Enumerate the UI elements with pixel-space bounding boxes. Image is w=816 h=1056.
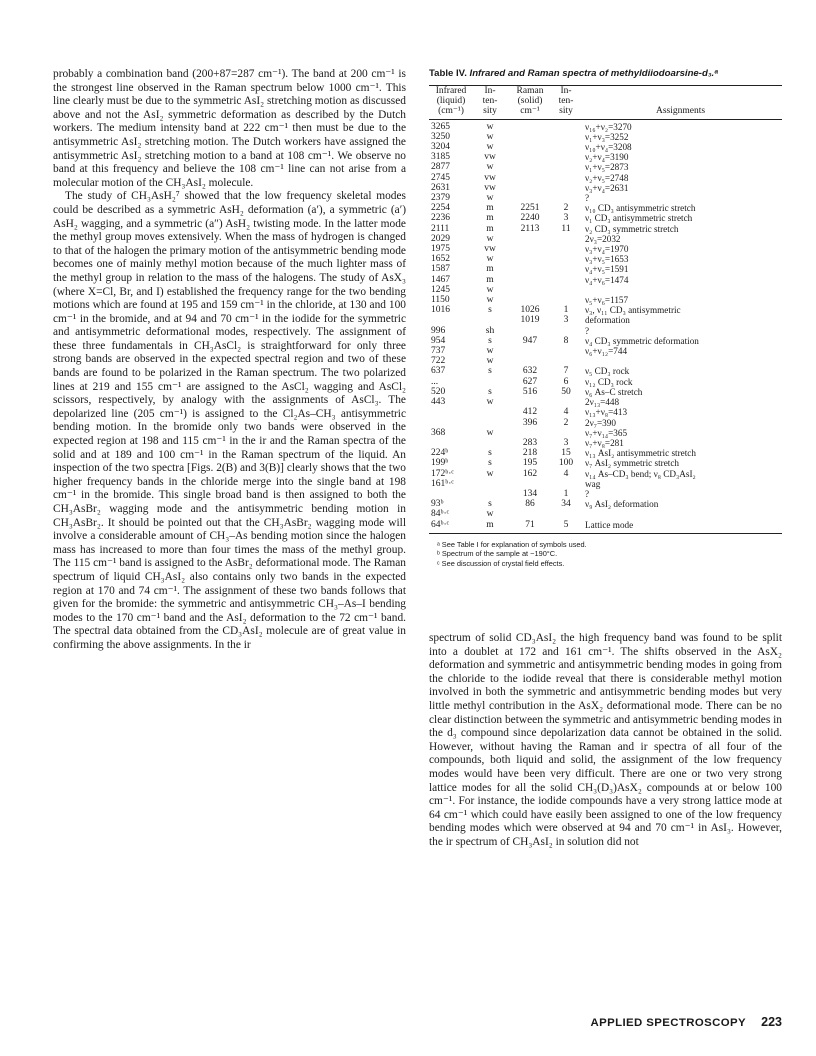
raman-intensity-cell [553, 295, 579, 305]
assignment-cell: ν₃, ν₁₁ CD₃ antisymmetric [585, 305, 681, 316]
raman-intensity-cell: 5 [553, 520, 579, 534]
assignment-cell: ν₁₂ CD₃ rock [585, 376, 633, 387]
raman-frequency-cell: 86 [525, 499, 535, 510]
table-row [429, 336, 782, 346]
table-row [429, 438, 782, 448]
assignment-cell: ? [585, 488, 590, 499]
table-row [429, 377, 782, 387]
raman-intensity-cell: 1 [563, 305, 569, 316]
raman-intensity-cell [553, 285, 579, 295]
raman-frequency-cell [507, 509, 553, 519]
assignment-cell: ν₁₀+ν₄=3208 [585, 142, 632, 153]
raman-frequency-cell: 516 [522, 386, 538, 397]
table-row [429, 285, 782, 295]
raman-intensity-cell [553, 162, 579, 172]
table-row [429, 254, 782, 264]
assignment-cell: ν₄+ν₆=1474 [585, 274, 629, 285]
raman-intensity-cell: 8 [563, 335, 569, 346]
ir-frequency-cell: 2877 [431, 162, 450, 173]
ir-frequency-cell: 224ᵇ [431, 448, 449, 459]
table-row [429, 142, 782, 152]
raman-frequency-cell: 71 [507, 520, 553, 534]
assignment-cell: ν₆+ν₁₂=744 [585, 346, 628, 357]
ir-intensity-cell: w [486, 162, 494, 173]
ir-intensity-cell [473, 377, 507, 387]
ir-intensity-cell: s [488, 458, 492, 469]
ir-frequency-cell: 3185 [431, 152, 450, 163]
assignment-cell: deformation [585, 315, 630, 326]
raman-frequency-cell [507, 254, 553, 264]
raman-frequency-cell [507, 346, 553, 356]
assignment-cell: 2ν₇=390 [585, 417, 616, 428]
assignment-cell: ν₁₀ CD₃ antisymmetric stretch [585, 203, 696, 214]
assignment-cell: ν₂+ν₅=2748 [585, 172, 629, 183]
header-raman: Raman (solid) cm⁻¹ [507, 86, 553, 120]
assignment-cell: Lattice mode [579, 520, 782, 534]
raman-intensity-cell [553, 152, 579, 162]
ir-frequency-cell: 2111 [431, 223, 450, 234]
raman-intensity-cell [553, 142, 579, 152]
assignment-cell: ν₁ CD₃ antisymmetric stretch [585, 213, 693, 224]
raman-frequency-cell: 195 [522, 458, 538, 469]
assignment-cell: ν₁+ν₃=3252 [585, 131, 629, 142]
raman-frequency-cell [507, 244, 553, 254]
raman-intensity-cell: 4 [563, 407, 569, 418]
raman-frequency-cell [507, 173, 553, 183]
ir-frequency-cell: 1587 [431, 264, 450, 275]
ir-intensity-cell [473, 479, 507, 489]
raman-frequency-cell [507, 428, 553, 438]
header-infrared: Infrared (liquid) (cm⁻¹) [429, 86, 473, 120]
raman-frequency-cell: 2113 [520, 223, 540, 234]
raman-intensity-cell: 3 [563, 315, 569, 326]
ir-intensity-cell [473, 407, 507, 417]
raman-intensity-cell: 2 [563, 203, 569, 214]
table-row [429, 520, 782, 534]
raman-intensity-cell [553, 119, 579, 132]
ir-intensity-cell [473, 315, 507, 325]
assignment-cell: ν₁₄ As–CD₃ bend; ν₈ CD₃AsI₂ [585, 468, 696, 479]
ir-intensity-cell: w [486, 142, 494, 153]
ir-intensity-cell: s [488, 335, 492, 346]
raman-frequency-cell: 412 [522, 407, 538, 418]
table-header-row [429, 86, 782, 120]
raman-intensity-cell: 7 [563, 366, 569, 377]
raman-intensity-cell: 50 [561, 386, 571, 397]
assignment-cell: ? [585, 193, 590, 204]
assignment-cell: wag [585, 478, 601, 489]
assignment-cell: ν₄+ν₅=1591 [585, 264, 629, 275]
ir-intensity-cell [473, 418, 507, 428]
assignment-cell: ν₁+ν₅=2873 [585, 162, 629, 173]
table-footnotes [429, 540, 782, 569]
raman-intensity-cell [553, 173, 579, 183]
page-number: 223 [761, 1015, 782, 1029]
table-row [429, 162, 782, 172]
ir-frequency-cell: 199ᵇ [431, 458, 449, 469]
raman-frequency-cell [507, 142, 553, 152]
table-footnote: ᵇ Spectrum of the sample at −190°C. [437, 549, 558, 559]
ir-intensity-cell [473, 438, 507, 448]
table-row [429, 397, 782, 407]
ir-frequency-cell [429, 438, 473, 448]
raman-intensity-cell [553, 183, 579, 193]
ir-intensity-cell: w [486, 233, 494, 244]
ir-frequency-cell: 520 [431, 386, 446, 397]
raman-frequency-cell [507, 132, 553, 142]
raman-frequency-cell [507, 193, 553, 203]
assignment-cell: ν₅+ν₆=1157 [585, 295, 629, 306]
assignment-cell: ν₇ AsI₂ symmetric stretch [585, 458, 679, 469]
ir-frequency-cell: 996 [431, 325, 446, 336]
assignment-cell: ν₇+ν₈=281 [585, 437, 624, 448]
raman-frequency-cell [507, 326, 553, 336]
table-row [429, 152, 782, 162]
ir-frequency-cell: 3265 [431, 121, 450, 132]
assignment-cell: 2ν₃=2032 [585, 233, 621, 244]
ir-intensity-cell: w [486, 509, 494, 520]
ir-frequency-cell: 2029 [431, 233, 450, 244]
raman-intensity-cell: 3 [563, 437, 569, 448]
ir-frequency-cell: 1150 [431, 295, 450, 306]
left-text-column [53, 68, 406, 653]
table-footnote: ᵃ See Table I for explanation of symbols used. [437, 539, 587, 549]
table-row [429, 264, 782, 274]
ir-frequency-cell: 172ᵇ·ᶜ [431, 468, 454, 479]
raman-intensity-cell [553, 346, 579, 356]
table-row [429, 173, 782, 183]
ir-intensity-cell: w [486, 254, 494, 265]
raman-frequency-cell [507, 479, 553, 489]
raman-intensity-cell: 100 [558, 458, 574, 469]
ir-intensity-cell [473, 489, 507, 499]
ir-frequency-cell [429, 315, 473, 325]
assignment-cell: ν₂ CD₃ symmetric stretch [585, 223, 679, 234]
ir-intensity-cell: m [486, 274, 494, 285]
table-row [429, 224, 782, 234]
journal-name: APPLIED SPECTROSCOPY [590, 1017, 746, 1029]
ir-frequency-cell: 1975 [431, 244, 450, 255]
ir-intensity-cell: w [486, 427, 494, 438]
table-row [429, 203, 782, 213]
ir-intensity-cell: w [486, 284, 494, 295]
table-row [429, 213, 782, 223]
ir-intensity-cell: w [486, 397, 494, 408]
assignment-cell [579, 285, 782, 295]
raman-intensity-cell [553, 509, 579, 519]
ir-intensity-cell: w [486, 121, 494, 132]
table-row [429, 326, 782, 336]
ir-frequency-cell [429, 489, 473, 499]
ir-intensity-cell: s [488, 366, 492, 377]
raman-intensity-cell [553, 356, 579, 366]
raman-frequency-cell: 2240 [520, 213, 540, 224]
ir-intensity-cell: s [488, 305, 492, 316]
ir-intensity-cell: m [486, 213, 494, 224]
raman-frequency-cell: 2251 [520, 203, 540, 214]
assignment-cell: ? [585, 325, 590, 336]
table-row [429, 499, 782, 509]
ir-intensity-cell: s [488, 499, 492, 510]
header-assignments: Assignments [579, 86, 782, 120]
raman-frequency-cell [507, 295, 553, 305]
raman-frequency-cell [507, 397, 553, 407]
assignment-cell: ν₅ CD₃ rock [585, 366, 630, 377]
raman-intensity-cell: 3 [563, 213, 569, 224]
table-title: Infrared and Raman spectra of methyldiiodoarsine-d₃.ᵃ [469, 68, 718, 79]
ir-intensity-cell: w [486, 295, 494, 306]
ir-frequency-cell: 2745 [431, 172, 450, 183]
table-row [429, 275, 782, 285]
left-paragraph: probably a combination band (200+87=287 cm⁻¹). The band at 200 cm⁻¹ is the strongest line observed in the Raman spectrum below 1000 cm⁻¹. This line clearly must be due to the symmetric AsI₂ stretching motion as discussed above and not the AsI₂ symmetric deformation as described by the Dutch workers. The medium intensity band at 222 cm⁻¹ then must be due to the antisymmetric AsI₂ stretching motion. The Dutch workers have assigned the antisymmetric AsI₂ stretching motion to a band at 108 cm⁻¹. We observe no band at this frequency and believe the 108 cm⁻¹ line can not arise from a molecular motion of the CH₃AsI₂ molecule. [53, 68, 406, 189]
ir-intensity-cell: w [486, 346, 494, 357]
table-row [429, 346, 782, 356]
table-caption [429, 68, 782, 79]
ir-frequency-cell: 1652 [431, 254, 450, 265]
ir-frequency-cell: 2236 [431, 213, 450, 224]
ir-intensity-cell: m [473, 520, 507, 534]
ir-intensity-cell: w [486, 193, 494, 204]
ir-intensity-cell: w [486, 356, 494, 367]
ir-intensity-cell: sh [485, 325, 495, 336]
assignment-cell: ν₁₃+ν₈=413 [585, 407, 628, 418]
ir-intensity-cell: s [488, 448, 492, 459]
table-row [429, 244, 782, 254]
raman-frequency-cell: 134 [522, 488, 538, 499]
assignment-cell: ν₃+ν₄=2631 [585, 182, 629, 193]
ir-frequency-cell: 1245 [431, 284, 450, 295]
assignment-cell: ν₁₃ AsI₂ antisymmetric stretch [585, 448, 696, 459]
table-row [429, 418, 782, 428]
assignment-cell: ν₉ AsI₂ deformation [585, 499, 659, 510]
ir-intensity-cell: w [486, 468, 494, 479]
ir-frequency-cell: 2631 [431, 182, 450, 193]
raman-frequency-cell: 1019 [520, 315, 540, 326]
raman-intensity-cell: 34 [561, 499, 571, 510]
table-row [429, 193, 782, 203]
raman-intensity-cell [553, 275, 579, 285]
assignment-cell: ν₄ CD₃ symmetric deformation [585, 335, 699, 346]
raman-frequency-cell: 162 [522, 468, 538, 479]
ir-frequency-cell: 954 [431, 335, 446, 346]
ir-frequency-cell: 84ᵇ·ᶜ [431, 509, 450, 520]
raman-intensity-cell: 1 [563, 488, 569, 499]
table-row [429, 469, 782, 479]
raman-frequency-cell: 396 [522, 417, 538, 428]
table-row [429, 458, 782, 468]
raman-frequency-cell [507, 234, 553, 244]
ir-intensity-cell: vw [484, 182, 496, 193]
raman-frequency-cell [507, 285, 553, 295]
ir-frequency-cell: 64ᵇ·ᶜ [429, 520, 473, 534]
ir-frequency-cell: 93ᵇ [431, 499, 444, 510]
ir-frequency-cell: 368 [431, 427, 446, 438]
table-footnote: ᶜ See discussion of crystal field effects. [437, 558, 565, 568]
table-row [429, 407, 782, 417]
raman-frequency-cell [507, 356, 553, 366]
raman-frequency-cell [507, 162, 553, 172]
raman-intensity-cell [553, 264, 579, 274]
raman-frequency-cell [507, 264, 553, 274]
table-label: Table IV. [429, 68, 467, 79]
ir-frequency-cell [429, 407, 473, 417]
table-row [429, 305, 782, 315]
spectra-table [429, 85, 782, 534]
table-row [429, 366, 782, 376]
header-raman-intensity: In- ten- sity [553, 86, 579, 120]
raman-frequency-cell: 283 [522, 437, 538, 448]
ir-frequency-cell: 3204 [431, 142, 450, 153]
assignment-cell [579, 356, 782, 366]
table-row [429, 448, 782, 458]
raman-intensity-cell [553, 193, 579, 203]
right-text-column [429, 632, 782, 850]
ir-intensity-cell: w [486, 131, 494, 142]
ir-frequency-cell: 3250 [431, 131, 450, 142]
ir-intensity-cell: m [486, 203, 494, 214]
table-iv [429, 68, 782, 569]
raman-intensity-cell [553, 326, 579, 336]
table-row [429, 119, 782, 132]
ir-frequency-cell: 737 [431, 346, 446, 357]
ir-intensity-cell: m [486, 264, 494, 275]
assignment-cell: ν₆ As–C stretch [585, 386, 643, 397]
table-row [429, 509, 782, 519]
table-row [429, 428, 782, 438]
raman-frequency-cell [507, 183, 553, 193]
ir-frequency-cell: 722 [431, 356, 446, 367]
assignment-cell: ν₂+ν₄=3190 [585, 152, 629, 163]
right-paragraph: spectrum of solid CD₃AsI₂ the high frequency band was found to be split into a doublet at 172 and 161 cm⁻¹. The shifts observed in the AsX₂ deformation and symmetric and antisymmetric bending modes in going from the chloride to the iodide reveal that there is considerable methyl motion involved in both the symmetric and antisymmetric bending modes but very little methyl contribution in the AsX₂ deformational mode. There can be no clear distinction between the symmetric and antisymmetric bending modes in the d₃ compound since depolarization data cannot be obtained in the solid. However, without having the Raman and ir spectra of all four of the compounds, both liquid and solid, the assignment of the low frequency modes would have been very difficult. There are one or two very strong lattice modes for all the solid CH₃(D₃)AsX₂ compounds at or below 100 cm⁻¹. For instance, the iodide compounds have a very strong lattice mode at 64 cm⁻¹ which could have easily been assigned to one of the low frequency bending modes which were observed at 94 and 70 cm⁻¹ in AsI₃. However, the ir spectrum of CH₃AsI₂ in solution did not [429, 632, 782, 848]
raman-intensity-cell: 2 [563, 417, 569, 428]
assignment-cell: ν₇+ν₁₄=365 [585, 427, 628, 438]
raman-frequency-cell [507, 119, 553, 132]
raman-frequency-cell: 1026 [520, 305, 540, 316]
raman-frequency-cell: 218 [522, 448, 538, 459]
table-row [429, 132, 782, 142]
ir-frequency-cell: 2379 [431, 193, 450, 204]
table-row [429, 356, 782, 366]
raman-intensity-cell: 11 [561, 223, 571, 234]
ir-intensity-cell: vw [484, 244, 496, 255]
raman-intensity-cell [553, 254, 579, 264]
ir-frequency-cell: 1016 [431, 305, 450, 316]
page-footer [590, 1015, 782, 1029]
raman-intensity-cell: 4 [563, 468, 569, 479]
raman-frequency-cell [507, 152, 553, 162]
ir-intensity-cell: s [488, 386, 492, 397]
raman-frequency-cell: 632 [522, 366, 538, 377]
ir-frequency-cell: 1467 [431, 274, 450, 285]
table-row [429, 489, 782, 499]
ir-frequency-cell: ... [431, 376, 439, 387]
assignment-cell [579, 509, 782, 519]
assignment-cell: ν₃+ν₅=1653 [585, 254, 629, 265]
raman-intensity-cell: 15 [561, 448, 571, 459]
ir-frequency-cell: 443 [431, 397, 446, 408]
raman-intensity-cell [553, 244, 579, 254]
raman-frequency-cell: 947 [522, 335, 538, 346]
table-row [429, 315, 782, 325]
assignment-cell: 2ν₁₃=448 [585, 397, 620, 408]
ir-frequency-cell: 161ᵇ·ᶜ [431, 478, 454, 489]
raman-intensity-cell [553, 397, 579, 407]
ir-frequency-cell: 2254 [431, 203, 450, 214]
ir-intensity-cell: m [486, 223, 494, 234]
table-row [429, 295, 782, 305]
raman-intensity-cell: 6 [563, 376, 569, 387]
assignment-cell: ν₃+ν₄=1970 [585, 244, 629, 255]
raman-intensity-cell [553, 479, 579, 489]
table-row [429, 387, 782, 397]
raman-frequency-cell: 627 [522, 376, 538, 387]
header-ir-intensity: In- ten- sity [473, 86, 507, 120]
table-row [429, 234, 782, 244]
table-row [429, 183, 782, 193]
ir-intensity-cell: vw [484, 172, 496, 183]
table-body [429, 119, 782, 533]
ir-frequency-cell: 637 [431, 366, 446, 377]
raman-intensity-cell [553, 428, 579, 438]
raman-frequency-cell [507, 275, 553, 285]
raman-intensity-cell [553, 132, 579, 142]
ir-frequency-cell [429, 418, 473, 428]
ir-intensity-cell: vw [484, 152, 496, 163]
left-paragraph: The study of CH₃AsH₂⁷ showed that the low frequency skeletal modes could be described as a symmetric AsH₂ deformation (a′), a symmetric (a′) AsH₂ wagging, and a symmetric (a″) AsH₂ twisting mode. In the latter mode the methyl group moves extensively. When the mass of hydrogen is changed to that of the halogen the primary motion of the antisymmetric bending mode becomes one of mainly methyl motion because of the much lighter mass of the methyl group in relation to the mass of the halogens. The study of AsX₃ (where X=Cl, Br, and I) established the frequency range for the two bending motions which are found at 195 and 159 cm⁻¹ in the chloride, at 130 and 100 cm⁻¹ in the bromide, and at 94 and 70 cm⁻¹ in the iodide for the symmetric and antisymmetric deformational modes, respectively. The assignment of these three fundamentals in CH₃AsCl₂ is straightforward for only three strong bands are observed in the expected spectral region and two of these bands are found to be polarized in the Raman spectrum. The two polarized lines at 219 and 155 cm⁻¹ are assigned to the AsCl₂ wagging and AsCl₂ scissors, respectively, by analogy with the assignments of AsCl₃. The depolarized line (205 cm⁻¹) is assigned to the Cl₂As–CH₃ antisymmetric bending motion. In the bromide only two bands were observed in the expected region at 198 and 115 cm⁻¹ in the ir and the Raman spectra of the solid and at 189 and 100 cm⁻¹ in the Raman spectrum of the liquid. An inspection of the two spectra [Figs. 2(B) and 3(B)] clearly shows that the two higher frequency bands in the chloride merge into the single band at 198 cm⁻¹ in the bromide. This single broad band is then assigned to both the CH₃AsBr₂ wagging mode and the antisymmetric bending motion in CH₃AsBr₂. It should be pointed out that the CH₃AsBr₂ wagging mode will involve a considerable amount of CH₃–As bending motion since the halogen mass has increased to more than four times the mass of the methyl group. The 115 cm⁻¹ band is assigned to the AsBr₂ deformational mode. The Raman spectrum of liquid CH₃AsI₂ also contains only two bands in the expected region at 170 and 74 cm⁻¹. The assignment of these two bands follows that given for the bromide: the symmetric and antisymmetric CH₃–As–I bending modes to the 170 cm⁻¹ band and the AsI₂ deformation to the 72 cm⁻¹ band. The spectral data obtained from the CD₃AsI₂ molecule are of great value in confirming the above assignments. In the ir [53, 190, 406, 651]
raman-intensity-cell [553, 234, 579, 244]
table-row [429, 479, 782, 489]
assignment-cell: ν₁₆+ν₂=3270 [585, 121, 632, 132]
